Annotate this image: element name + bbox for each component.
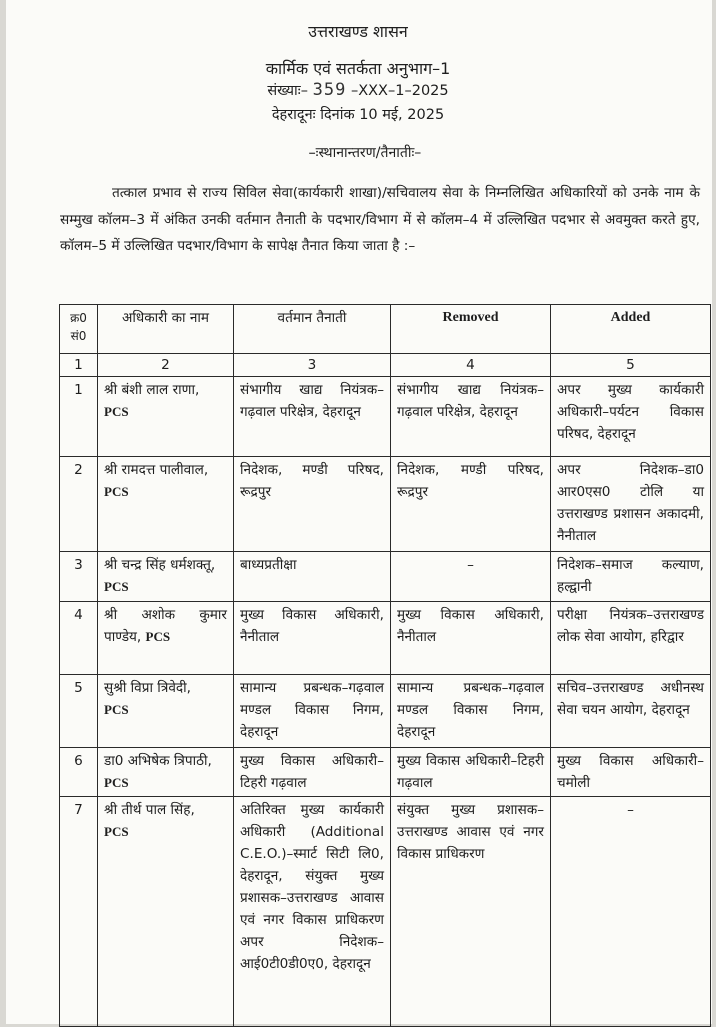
department-heading: कार्मिक एवं सतर्कता अनुभाग–1 bbox=[265, 59, 451, 78]
serial-number: 2 bbox=[60, 457, 98, 552]
added-posting: अपर निदेशक–डा0 आर0एस0 टोलि या उत्तराखण्ड प्रशासन अकादमी, नैनीताल bbox=[551, 457, 711, 552]
col-number: 4 bbox=[391, 354, 551, 377]
current-posting: मुख्य विकास अधिकारी–टिहरी गढ़वाल bbox=[234, 748, 391, 797]
officer-name bbox=[98, 552, 234, 602]
service-label: PCS bbox=[104, 484, 129, 499]
col-number: 2 bbox=[98, 354, 234, 377]
place-date: देहरादूनः दिनांक 10 मई, 2025 bbox=[271, 107, 445, 123]
order-body-text bbox=[60, 180, 700, 260]
removed-posting: निदेशक, मण्डी परिषद, रूद्रपुर bbox=[391, 457, 551, 552]
removed-posting: मुख्य विकास अधिकारी–टिहरी गढ़वाल bbox=[391, 748, 551, 797]
col-header-removed: Removed bbox=[391, 305, 551, 354]
table-row bbox=[60, 457, 711, 552]
order-suffix: –XXX–1–2025 bbox=[350, 83, 449, 99]
serial-number: 6 bbox=[60, 748, 98, 797]
added-posting: मुख्य विकास अधिकारी–चमोली bbox=[551, 748, 711, 797]
current-posting: निदेशक, मण्डी परिषद, रूद्रपुर bbox=[234, 457, 391, 552]
current-posting: सामान्य प्रबन्धक–गढ़वाल मण्डल विकास निगम, देहरादून bbox=[234, 675, 391, 748]
column-number-row bbox=[60, 354, 711, 377]
current-posting: बाध्यप्रतीक्षा bbox=[234, 552, 391, 602]
order-number-line bbox=[0, 80, 716, 100]
serial-number: 1 bbox=[60, 377, 98, 457]
service-label: PCS bbox=[104, 579, 129, 594]
added-posting: – bbox=[551, 797, 711, 1027]
removed-posting: संयुक्त मुख्य प्रशासक–उत्तराखण्ड आवास एवं नगर विकास प्राधिकरण bbox=[391, 797, 551, 1027]
officer-name bbox=[98, 675, 234, 748]
government-heading: उत्तराखण्ड शासन bbox=[308, 22, 408, 41]
serial-number: 3 bbox=[60, 552, 98, 602]
added-posting: सचिव–उत्तराखण्ड अधीनस्थ सेवा चयन आयोग, देहरादून bbox=[551, 675, 711, 748]
service-label: PCS bbox=[104, 824, 129, 839]
current-posting: अतिरिक्त मुख्य कार्यकारी अधिकारी (Additional C.E.O.)–स्मार्ट सिटी लि0, देहरादून, संयुक्त मुख्य प्रशासक–उत्तराखण्ड आवास एवं नगर विकास प्राधिकरण अपर निदेशक–आई0टी0डी0ए0, देहरादून bbox=[234, 797, 391, 1027]
officer-name bbox=[98, 797, 234, 1027]
current-posting: मुख्य विकास अधिकारी, नैनीताल bbox=[234, 602, 391, 675]
col-header-current: वर्तमान तैनाती bbox=[234, 305, 391, 354]
officer-name-text: श्री बंशी लाल राणा, bbox=[104, 382, 200, 398]
serial-number: 7 bbox=[60, 797, 98, 1027]
table-row bbox=[60, 377, 711, 457]
transfer-table bbox=[59, 304, 711, 1027]
officer-name-text: श्री अशोक कुमार पाण्डेय, bbox=[104, 607, 227, 645]
table-row bbox=[60, 552, 711, 602]
col-number: 5 bbox=[551, 354, 711, 377]
officer-name bbox=[98, 602, 234, 675]
service-label: PCS bbox=[104, 404, 129, 419]
table-row bbox=[60, 675, 711, 748]
order-number: 359 bbox=[312, 80, 347, 100]
table-row bbox=[60, 797, 711, 1027]
order-prefix: संख्याः– bbox=[267, 83, 308, 99]
serial-number: 5 bbox=[60, 675, 98, 748]
current-posting: संभागीय खाद्य नियंत्रक–गढ़वाल परिक्षेत्र, देहरादून bbox=[234, 377, 391, 457]
service-label: PCS bbox=[104, 775, 129, 790]
added-posting: अपर मुख्य कार्यकारी अधिकारी–पर्यटन विकास परिषद, देहरादून bbox=[551, 377, 711, 457]
removed-posting: सामान्य प्रबन्धक–गढ़वाल मण्डल विकास निगम, देहरादून bbox=[391, 675, 551, 748]
officer-name-text: सुश्री विप्रा त्रिवेदी, bbox=[104, 680, 191, 696]
table-row bbox=[60, 602, 711, 675]
officer-name-text: श्री रामदत्त पालीवाल, bbox=[104, 462, 209, 478]
service-label: PCS bbox=[104, 702, 129, 717]
officer-name bbox=[98, 377, 234, 457]
col-header-name: अधिकारी का नाम bbox=[98, 305, 234, 354]
removed-posting: – bbox=[391, 552, 551, 602]
removed-posting: मुख्य विकास अधिकारी, नैनीताल bbox=[391, 602, 551, 675]
service-label: PCS bbox=[145, 629, 171, 644]
table-header-row bbox=[60, 305, 711, 354]
col-number: 1 bbox=[60, 354, 98, 377]
col-header-added: Added bbox=[551, 305, 711, 354]
officer-name bbox=[98, 748, 234, 797]
table-row bbox=[60, 748, 711, 797]
officer-name bbox=[98, 457, 234, 552]
removed-posting: संभागीय खाद्य नियंत्रक–गढ़वाल परिक्षेत्र, देहरादून bbox=[391, 377, 551, 457]
col-number: 3 bbox=[234, 354, 391, 377]
subject-line: –ःस्थानान्तरण/तैनातीः– bbox=[308, 145, 422, 161]
added-posting: परीक्षा नियंत्रक–उत्तराखण्ड लोक सेवा आयोग, हरिद्वार bbox=[551, 602, 711, 675]
col-header-sno: क्र0 सं0 bbox=[60, 305, 98, 354]
serial-number: 4 bbox=[60, 602, 98, 675]
officer-name-text: श्री चन्द्र सिंह धर्मशक्तू, bbox=[104, 557, 216, 573]
body-paragraph: तत्काल प्रभाव से राज्य सिविल सेवा(कार्यकारी शाखा)/सचिवालय सेवा के निम्नलिखित अधिकारियों को उनके नाम के सम्मुख कॉलम–3 में अंकित उनकी वर्तमान तैनाती के पदभार/विभाग में से कॉलम–4 में उल्लिखित पदभार से अवमुक्त करते हुए, कॉलम–5 में उल्लिखित पदभार/विभाग के सापेक्ष तैनात किया जाता है :– bbox=[60, 185, 700, 255]
officer-name-text: श्री तीर्थ पाल सिंह, bbox=[104, 802, 195, 818]
added-posting: निदेशक–समाज कल्याण, हल्द्वानी bbox=[551, 552, 711, 602]
officer-name-text: डा0 अभिषेक त्रिपाठी, bbox=[104, 753, 212, 769]
